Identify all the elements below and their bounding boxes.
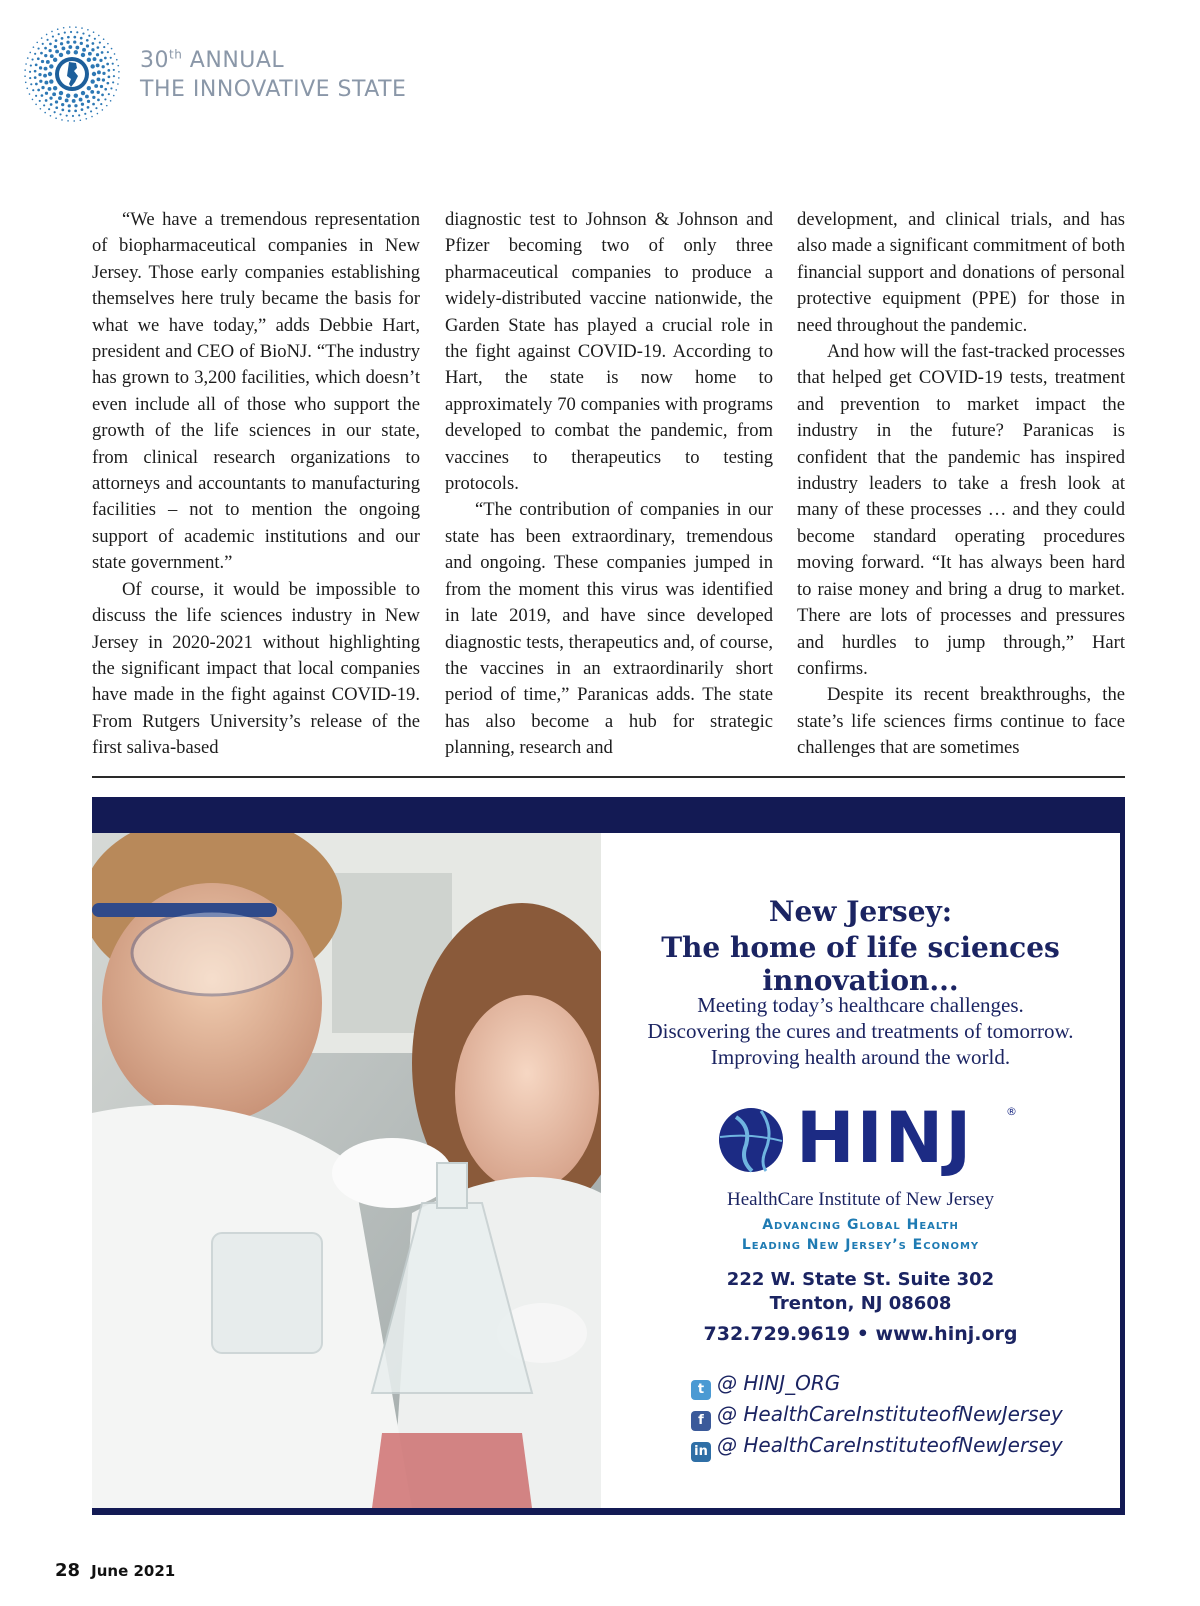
phone-and-website[interactable]: 732.729.9619 • www.hinj.org	[703, 1323, 1018, 1345]
header-title	[140, 46, 406, 104]
facebook-handle[interactable]	[691, 1402, 1111, 1431]
paragraph: And how will the fast-tracked processes that helped get COVID-19 tests, treatment and prevention to market impact the industry in the future? Paranicas is confident that the pandemic has inspired industry leaders to take a fresh look at many of these processes … and they could become standard operating procedures moving forward. “It has always been hard to raise money and bring a drug to market. There are lots of processes and pressures and hurdles to jump through,” Hart confirms.	[797, 341, 1125, 679]
linkedin-handle[interactable]	[691, 1433, 1111, 1462]
paragraph: “We have a tremendous representation of biopharmaceutical companies in New Jersey. Those early companies establishing themselves here truly became the basis for what we have today,” adds Debbie Hart, president and CEO of BioNJ. “The industry has grown to 3,200 facilities, which doesn’t even include all of those who support the growth of the life sciences in our state, from clinical research organizations to attorneys and accountants to manufacturing facilities – not to mention the ongoing support of academic institutions and our state government.”	[92, 209, 420, 574]
ad-tagline-3: Improving health around the world.	[710, 1045, 1011, 1069]
section-divider	[92, 776, 1125, 778]
facebook-handle-text: @ HealthCareInstituteofNewJersey	[717, 1402, 1063, 1426]
ad-slogan-2: Leading New Jersey’s Economy	[741, 1237, 980, 1253]
twitter-icon: t	[691, 1380, 711, 1400]
new-jersey-dotted-burst-icon	[22, 24, 122, 124]
magazine-header	[22, 24, 622, 124]
twitter-handle[interactable]	[691, 1371, 1111, 1400]
linkedin-icon: in	[691, 1442, 711, 1462]
registered-mark: ®	[1006, 1105, 1017, 1118]
linkedin-handle-text: @ HealthCareInstituteofNewJersey	[717, 1433, 1063, 1457]
ad-tagline-1: Meeting today’s healthcare challenges.	[697, 993, 1024, 1017]
twitter-handle-text: @ HINJ_ORG	[717, 1371, 841, 1395]
ad-slogan-1: Advancing Global Health	[762, 1217, 959, 1233]
article-column-2	[445, 207, 773, 762]
page-number: 28	[55, 1560, 81, 1581]
header-annual: ANNUAL	[182, 48, 285, 73]
ad-title-line-2: The home of life sciences innovation...	[661, 931, 1060, 997]
hinj-advertisement[interactable]	[92, 797, 1125, 1515]
header-line-1	[140, 46, 406, 75]
page-footer	[55, 1560, 175, 1581]
header-line-2: THE INNOVATIVE STATE	[140, 77, 407, 102]
address-line-1: 222 W. State St. Suite 302	[726, 1269, 995, 1290]
article-column-3	[797, 207, 1125, 762]
article-column-1	[92, 207, 420, 762]
paragraph: “The contribution of companies in our state has been extraordinary, tremendous and ongoing. These companies jumped in from the moment this virus was identified in late 2019, and have since developed diagnostic tests, therapeutics and, of course, the vaccines in an extraordinarily short period of time,” Paranicas adds. The state has also become a hub for strategic planning, research and	[445, 499, 773, 759]
paragraph: development, and clinical trials, and has also made a significant commitment of both financial support and donations of personal protective equipment (PPE) for those in need throughout the pandemic.	[797, 209, 1125, 336]
header-year-number: 30	[140, 48, 169, 73]
ad-text-panel	[601, 833, 1120, 1508]
ad-title-line-1: New Jersey:	[768, 895, 953, 928]
paragraph: Of course, it would be impossible to discuss the life sciences industry in New Jersey in 2020-2021 without highlighting the significant impact that local companies have made in the fight against COVID-19. From Rutgers University’s release of the first saliva-based	[92, 578, 420, 759]
ad-tagline-2: Discovering the cures and treatments of tomorrow.	[647, 1019, 1074, 1043]
address-line-2: Trenton, NJ 08608	[769, 1293, 952, 1314]
organization-name: HealthCare Institute of New Jersey	[727, 1189, 994, 1210]
paragraph: Despite its recent breakthroughs, the state’s life sciences firms continue to face challenges that are sometimes	[797, 684, 1125, 759]
hinj-logo	[716, 1097, 1017, 1185]
lab-scientists-photo	[92, 833, 601, 1508]
globe-icon	[716, 1105, 786, 1175]
issue-date: June 2021	[91, 1562, 176, 1580]
hinj-wordmark: HINJ	[796, 1097, 974, 1179]
header-year-suffix: th	[169, 47, 183, 62]
paragraph: diagnostic test to Johnson & Johnson and Pfizer becoming two of only three pharmaceutical companies to produce a widely-distributed vaccine nationwide, the Garden State has played a crucial role in the fight against COVID-19. According to Hart, the state is now home to approximately 70 companies with programs developed to combat the pandemic, from vaccines to therapeutics to testing protocols.	[445, 209, 773, 495]
facebook-icon: f	[691, 1411, 711, 1431]
